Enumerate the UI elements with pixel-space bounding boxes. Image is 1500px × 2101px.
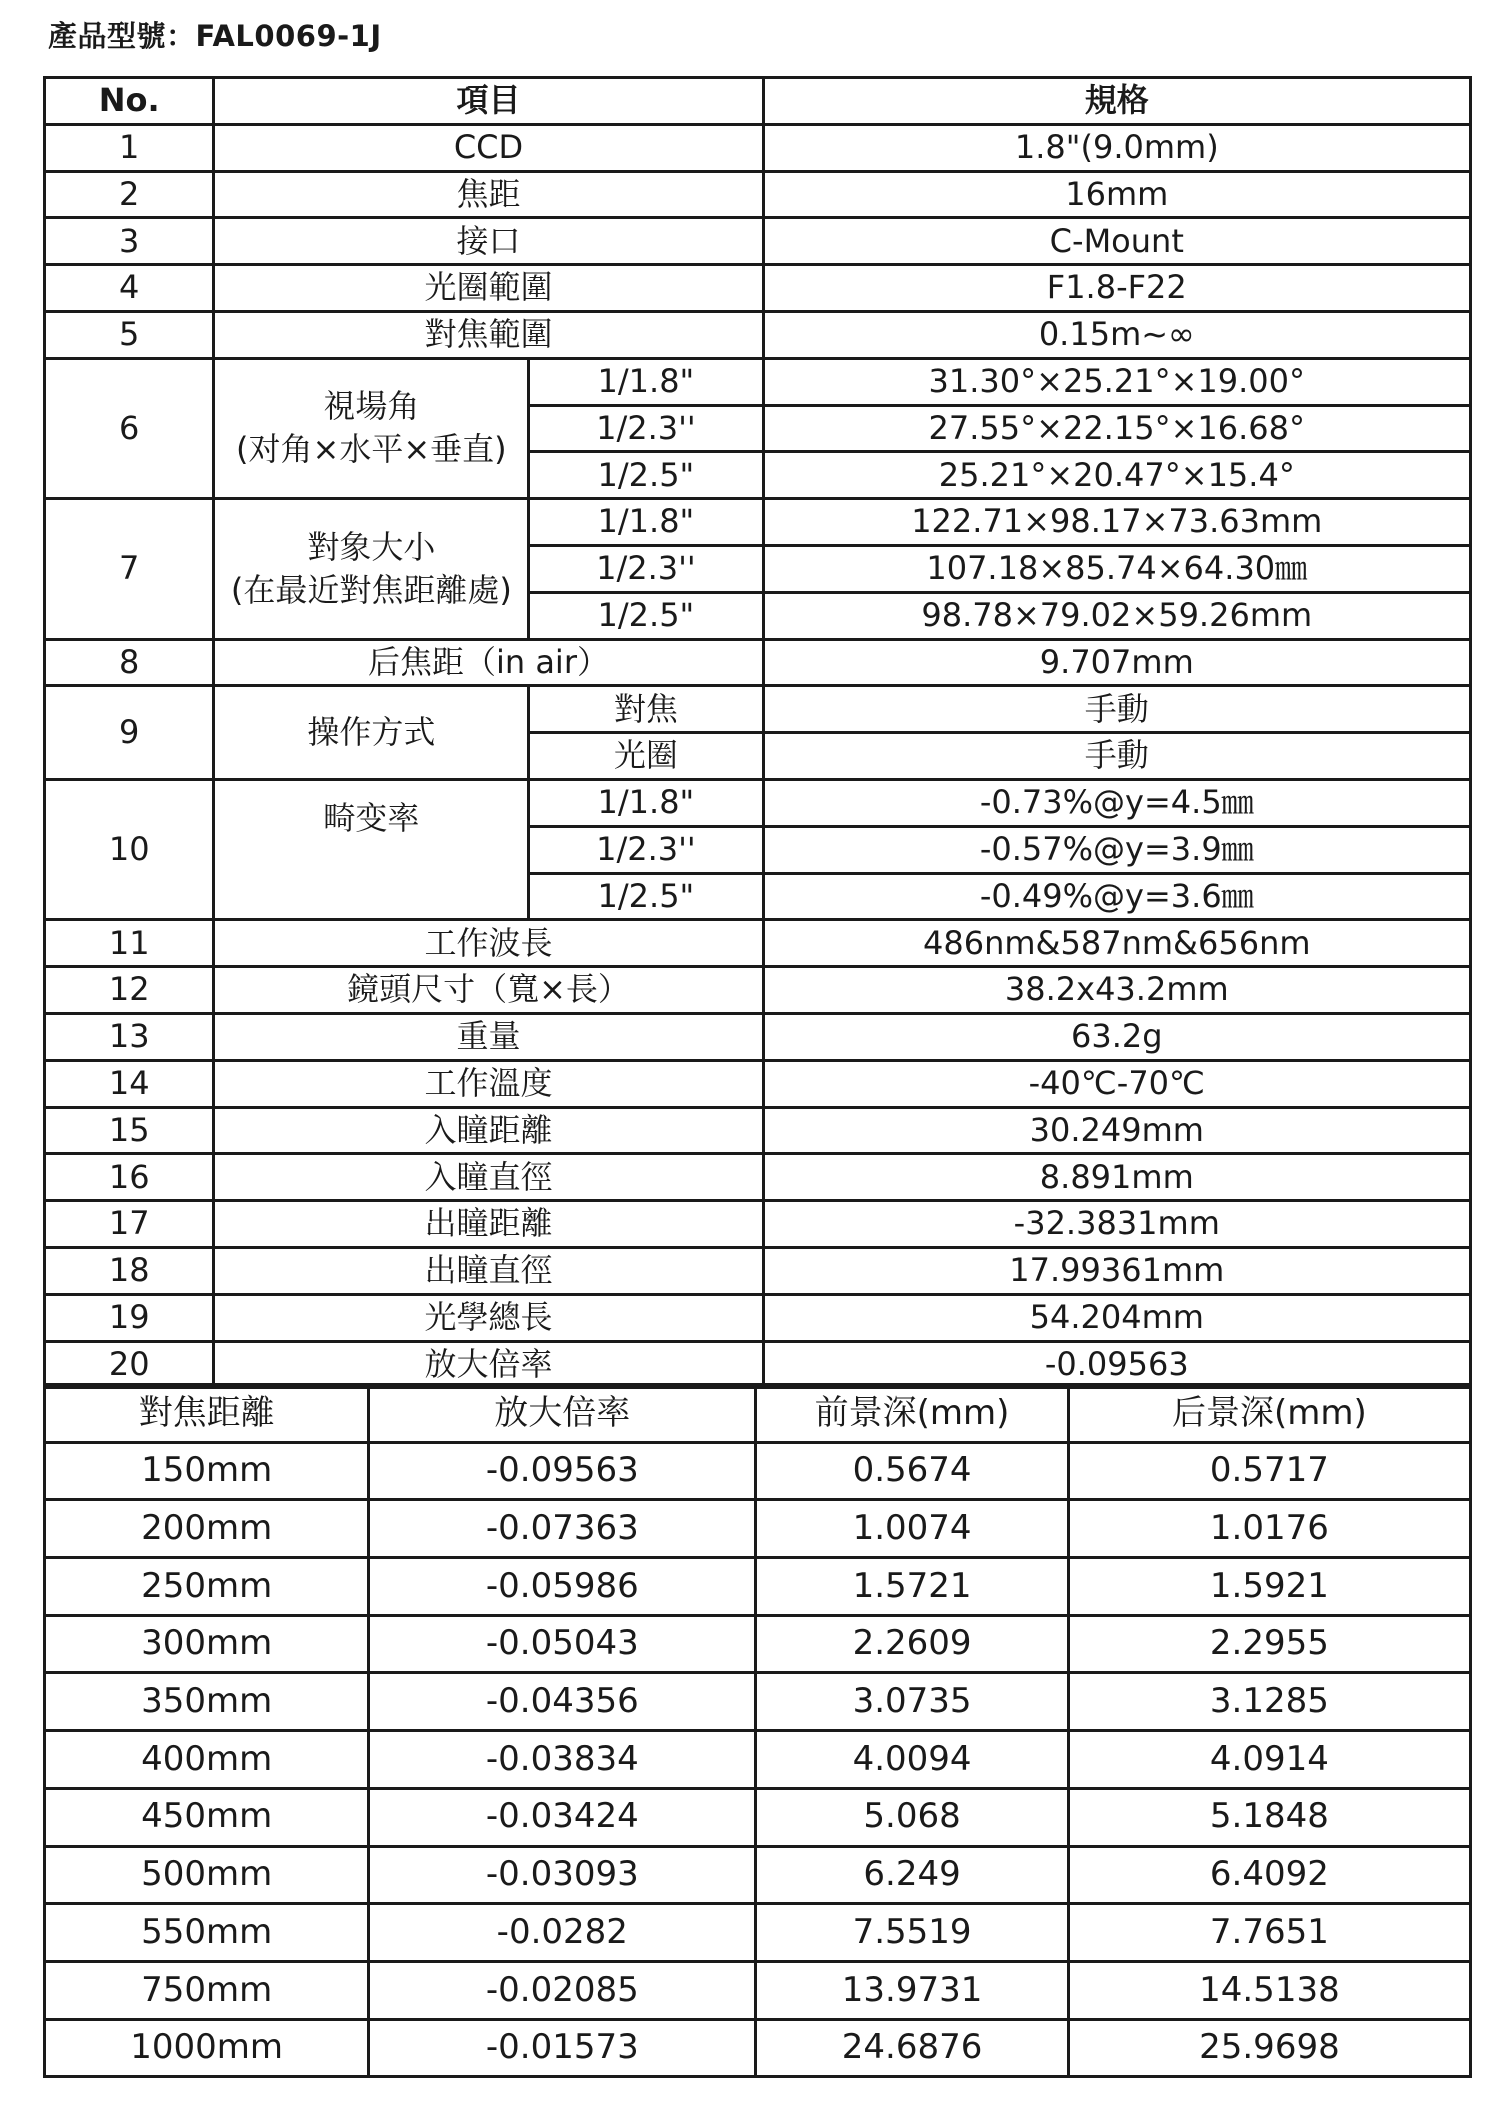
focus-distance: 1000mm <box>45 2019 369 2077</box>
table-row <box>45 686 1471 733</box>
item-name-line: (对角×水平×垂直) <box>236 430 507 469</box>
table-row <box>45 1846 1471 1904</box>
item-name: 后焦距（in air） <box>214 639 763 686</box>
item-name-line: 視場角 <box>323 387 420 426</box>
item-name-text: 畸变率 <box>323 798 420 837</box>
row-number: 6 <box>45 358 214 498</box>
focus-distance: 450mm <box>45 1788 369 1846</box>
table-row <box>45 1247 1471 1294</box>
rear-dof: 14.5138 <box>1068 1961 1470 2019</box>
magnification: -0.03834 <box>369 1731 756 1789</box>
rear-dof: 3.1285 <box>1068 1673 1470 1731</box>
front-dof: 0.5674 <box>756 1442 1069 1500</box>
front-dof: 24.6876 <box>756 2019 1069 2077</box>
magnification: -0.0282 <box>369 1904 756 1962</box>
spec-value: F1.8-F22 <box>763 265 1470 312</box>
focus-distance: 250mm <box>45 1558 369 1616</box>
header-no: No. <box>45 78 214 125</box>
item-name: CCD <box>214 124 763 171</box>
spec-value: 手動 <box>763 686 1470 733</box>
item-name: 入瞳直徑 <box>214 1154 763 1201</box>
spec-value: 9.707mm <box>763 639 1470 686</box>
item-name-field-of-view <box>214 358 529 498</box>
spec-value: 27.55°×22.15°×16.68° <box>763 405 1470 452</box>
item-name: 鏡頭尺寸（寬×長） <box>214 967 763 1014</box>
row-number: 18 <box>45 1247 214 1294</box>
magnification: -0.03093 <box>369 1846 756 1904</box>
sensor-size-label: 1/2.5" <box>529 452 763 499</box>
table-row <box>45 2019 1471 2077</box>
header-focus-distance: 對焦距離 <box>45 1385 369 1443</box>
sensor-size-label: 1/2.3'' <box>529 405 763 452</box>
row-number: 8 <box>45 639 214 686</box>
table-row <box>45 1673 1471 1731</box>
row-number: 7 <box>45 499 214 639</box>
sensor-size-label: 1/2.3'' <box>529 545 763 592</box>
sensor-size-label: 1/1.8" <box>529 779 763 826</box>
row-number: 13 <box>45 1013 214 1060</box>
rear-dof: 0.5717 <box>1068 1442 1470 1500</box>
spec-value: -40℃-70℃ <box>763 1060 1470 1107</box>
sensor-size-label: 1/1.8" <box>529 358 763 405</box>
spec-value: 25.21°×20.47°×15.4° <box>763 452 1470 499</box>
item-name: 工作溫度 <box>214 1060 763 1107</box>
sensor-size-label: 1/1.8" <box>529 499 763 546</box>
item-name: 放大倍率 <box>214 1341 763 1388</box>
table-row <box>45 1060 1471 1107</box>
focus-distance: 400mm <box>45 1731 369 1789</box>
sensor-size-label: 1/2.5" <box>529 873 763 920</box>
dof-header-row <box>45 1385 1471 1443</box>
spec-value: C-Mount <box>763 218 1470 265</box>
spec-value: 54.204mm <box>763 1294 1470 1341</box>
rear-dof: 1.0176 <box>1068 1500 1470 1558</box>
item-name: 工作波長 <box>214 920 763 967</box>
row-number: 2 <box>45 171 214 218</box>
focus-distance: 200mm <box>45 1500 369 1558</box>
table-row <box>45 1615 1471 1673</box>
magnification: -0.01573 <box>369 2019 756 2077</box>
table-row <box>45 1294 1471 1341</box>
front-dof: 1.0074 <box>756 1500 1069 1558</box>
depth-of-field-table <box>43 1383 1472 2078</box>
item-name-object-size <box>214 499 529 639</box>
row-number: 10 <box>45 779 214 919</box>
table-row <box>45 1154 1471 1201</box>
item-name: 接口 <box>214 218 763 265</box>
spec-table <box>43 76 1472 1389</box>
front-dof: 1.5721 <box>756 1558 1069 1616</box>
rear-dof: 4.0914 <box>1068 1731 1470 1789</box>
magnification: -0.03424 <box>369 1788 756 1846</box>
row-number: 15 <box>45 1107 214 1154</box>
sensor-size-label: 1/2.3'' <box>529 826 763 873</box>
front-dof: 2.2609 <box>756 1615 1069 1673</box>
table-row <box>45 1013 1471 1060</box>
table-row <box>45 1788 1471 1846</box>
row-number: 14 <box>45 1060 214 1107</box>
table-row <box>45 1904 1471 1962</box>
item-name-line: (在最近對焦距離處) <box>230 570 512 609</box>
rear-dof: 6.4092 <box>1068 1846 1470 1904</box>
spec-value: 107.18×85.74×64.30㎜ <box>763 545 1470 592</box>
item-name: 焦距 <box>214 171 763 218</box>
spec-value: 38.2x43.2mm <box>763 967 1470 1014</box>
front-dof: 13.9731 <box>756 1961 1069 2019</box>
page-title: 產品型號：FAL0069-1J <box>48 19 382 53</box>
table-row <box>45 779 1471 826</box>
table-row <box>45 920 1471 967</box>
row-number: 1 <box>45 124 214 171</box>
focus-distance: 550mm <box>45 1904 369 1962</box>
spec-value: 98.78×79.02×59.26mm <box>763 592 1470 639</box>
spec-value: -0.57%@y=3.9㎜ <box>763 826 1470 873</box>
item-name: 光圈範圍 <box>214 265 763 312</box>
row-number: 12 <box>45 967 214 1014</box>
table-row <box>45 1961 1471 2019</box>
header-magnification: 放大倍率 <box>369 1385 756 1443</box>
magnification: -0.07363 <box>369 1500 756 1558</box>
table-row <box>45 1341 1471 1388</box>
spec-value: -0.73%@y=4.5㎜ <box>763 779 1470 826</box>
header-item: 項目 <box>214 78 763 125</box>
magnification: -0.09563 <box>369 1442 756 1500</box>
row-number: 17 <box>45 1201 214 1248</box>
table-row <box>45 171 1471 218</box>
spec-value: 486nm&587nm&656nm <box>763 920 1470 967</box>
item-name-line: 對象大小 <box>307 527 436 566</box>
table-row <box>45 358 1471 405</box>
rear-dof: 2.2955 <box>1068 1615 1470 1673</box>
spec-value: 1.8"(9.0mm) <box>763 124 1470 171</box>
spec-value: 16mm <box>763 171 1470 218</box>
table-row <box>45 967 1471 1014</box>
table-row <box>45 499 1471 546</box>
front-dof: 3.0735 <box>756 1673 1069 1731</box>
row-number: 3 <box>45 218 214 265</box>
spec-value: -0.09563 <box>763 1341 1470 1388</box>
table-row <box>45 1107 1471 1154</box>
front-dof: 7.5519 <box>756 1904 1069 1962</box>
table-row <box>45 1558 1471 1616</box>
header-rear-dof: 后景深(mm) <box>1068 1385 1470 1443</box>
header-front-dof: 前景深(mm) <box>756 1385 1069 1443</box>
spec-header-row <box>45 78 1471 125</box>
row-number: 20 <box>45 1341 214 1388</box>
magnification: -0.05986 <box>369 1558 756 1616</box>
focus-distance: 300mm <box>45 1615 369 1673</box>
table-row <box>45 265 1471 312</box>
header-spec: 規格 <box>763 78 1470 125</box>
front-dof: 4.0094 <box>756 1731 1069 1789</box>
focus-distance: 500mm <box>45 1846 369 1904</box>
focus-distance: 750mm <box>45 1961 369 2019</box>
rear-dof: 25.9698 <box>1068 2019 1470 2077</box>
rear-dof: 5.1848 <box>1068 1788 1470 1846</box>
row-number: 11 <box>45 920 214 967</box>
spec-value: 手動 <box>763 733 1470 780</box>
table-row <box>45 124 1471 171</box>
rear-dof: 1.5921 <box>1068 1558 1470 1616</box>
item-name <box>214 779 529 919</box>
item-name: 出瞳直徑 <box>214 1247 763 1294</box>
table-row <box>45 1731 1471 1789</box>
focus-distance: 150mm <box>45 1442 369 1500</box>
rear-dof: 7.7651 <box>1068 1904 1470 1962</box>
item-name: 出瞳距離 <box>214 1201 763 1248</box>
spec-value: -32.3831mm <box>763 1201 1470 1248</box>
row-number: 16 <box>45 1154 214 1201</box>
item-name: 操作方式 <box>214 686 529 780</box>
spec-value: 31.30°×25.21°×19.00° <box>763 358 1470 405</box>
item-name: 光學總長 <box>214 1294 763 1341</box>
spec-value: 63.2g <box>763 1013 1470 1060</box>
sub-item-label: 光圈 <box>529 733 763 780</box>
table-row <box>45 1442 1471 1500</box>
focus-distance: 350mm <box>45 1673 369 1731</box>
table-row <box>45 639 1471 686</box>
row-number: 19 <box>45 1294 214 1341</box>
row-number: 4 <box>45 265 214 312</box>
table-row <box>45 311 1471 358</box>
table-row <box>45 218 1471 265</box>
spec-value: 122.71×98.17×73.63mm <box>763 499 1470 546</box>
spec-value: -0.49%@y=3.6㎜ <box>763 873 1470 920</box>
spec-value: 8.891mm <box>763 1154 1470 1201</box>
spec-value: 0.15m~∞ <box>763 311 1470 358</box>
magnification: -0.04356 <box>369 1673 756 1731</box>
sensor-size-label: 1/2.5" <box>529 592 763 639</box>
magnification: -0.02085 <box>369 1961 756 2019</box>
magnification: -0.05043 <box>369 1615 756 1673</box>
table-row <box>45 1500 1471 1558</box>
sub-item-label: 對焦 <box>529 686 763 733</box>
row-number: 9 <box>45 686 214 780</box>
item-name: 對焦範圍 <box>214 311 763 358</box>
front-dof: 5.068 <box>756 1788 1069 1846</box>
spec-value: 30.249mm <box>763 1107 1470 1154</box>
table-row <box>45 1201 1471 1248</box>
row-number: 5 <box>45 311 214 358</box>
front-dof: 6.249 <box>756 1846 1069 1904</box>
spec-value: 17.99361mm <box>763 1247 1470 1294</box>
item-name: 重量 <box>214 1013 763 1060</box>
item-name: 入瞳距離 <box>214 1107 763 1154</box>
